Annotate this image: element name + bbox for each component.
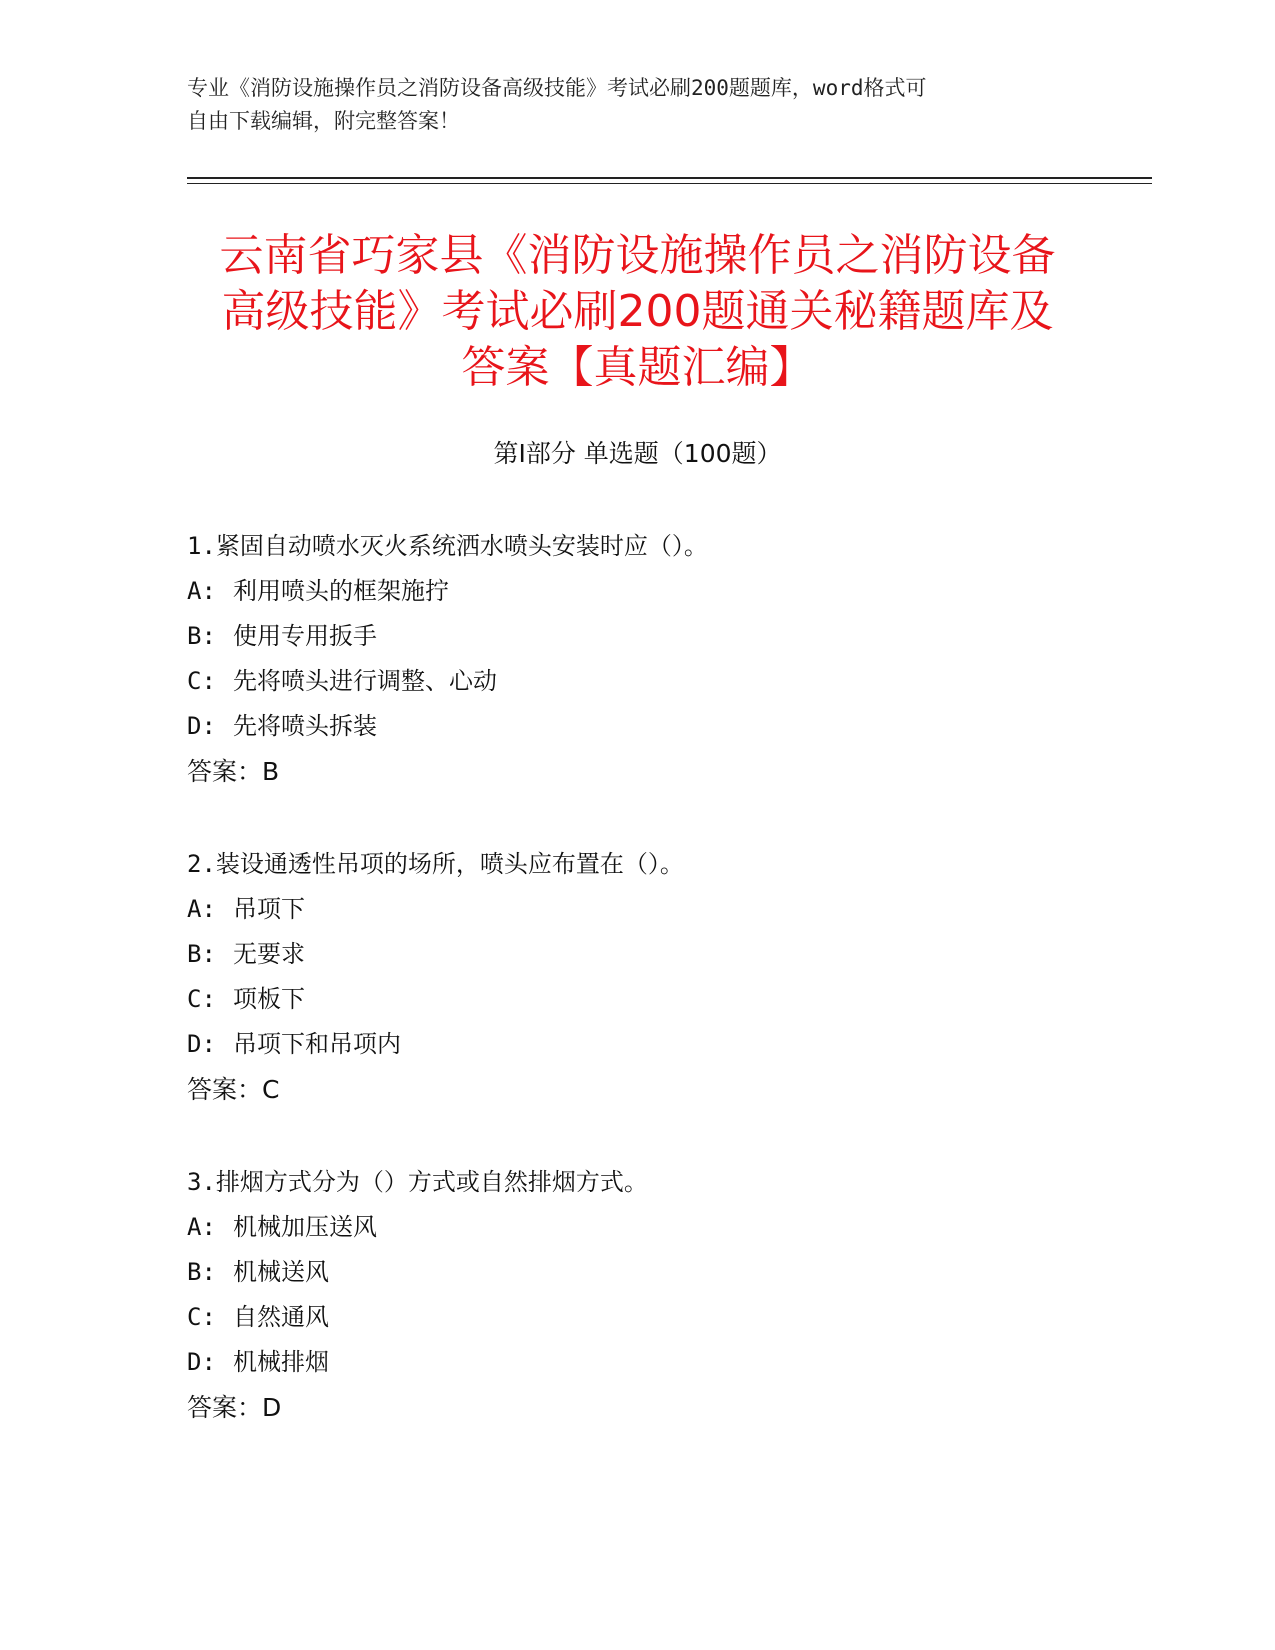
option-text: 机械送风: [233, 1258, 329, 1286]
answer-line: 答案：C: [187, 1075, 280, 1104]
option-text: 无要求: [233, 940, 305, 968]
option-a: [187, 1205, 1087, 1250]
option-text: 先将喷头进行调整、心动: [233, 667, 497, 695]
question-block: [187, 524, 1087, 794]
header-note: [187, 72, 1067, 138]
option-letter: B:: [187, 622, 216, 650]
option-c: [187, 977, 1087, 1022]
option-text: 吊项下和吊项内: [233, 1030, 401, 1058]
option-letter: D:: [187, 712, 216, 740]
header-note-line-2: 自由下载编辑，附完整答案！: [187, 109, 460, 133]
question-block: [187, 1160, 1087, 1430]
title-line-1: 云南省巧家县《消防设施操作员之消防设备: [219, 230, 1056, 281]
option-b: [187, 932, 1087, 977]
option-text: 使用专用扳手: [233, 622, 377, 650]
option-letter: A:: [187, 895, 216, 923]
option-letter: B:: [187, 940, 216, 968]
option-letter: A:: [187, 1213, 216, 1241]
title-line-2: 高级技能》考试必刷200题通关秘籍题库及: [221, 286, 1054, 337]
question-block: [187, 842, 1087, 1112]
option-text: 机械加压送风: [233, 1213, 377, 1241]
question-stem: 3.排烟方式分为（）方式或自然排烟方式。: [187, 1168, 648, 1196]
option-text: 机械排烟: [233, 1348, 329, 1376]
option-letter: D:: [187, 1348, 216, 1376]
option-text: 先将喷头拆装: [233, 712, 377, 740]
option-letter: C:: [187, 667, 216, 695]
option-c: [187, 1295, 1087, 1340]
option-d: [187, 1340, 1087, 1385]
header-divider-thick: [187, 177, 1152, 179]
header-note-line-1: 专业《消防设施操作员之消防设备高级技能》考试必刷200题题库，word格式可: [187, 76, 927, 100]
answer-line: 答案：D: [187, 1393, 282, 1422]
option-text: 项板下: [233, 985, 305, 1013]
option-letter: D:: [187, 1030, 216, 1058]
option-b: [187, 614, 1087, 659]
option-a: [187, 887, 1087, 932]
document-title: [150, 228, 1125, 396]
option-text: 吊项下: [233, 895, 305, 923]
option-b: [187, 1250, 1087, 1295]
option-d: [187, 1022, 1087, 1067]
option-letter: A:: [187, 577, 216, 605]
title-line-3: 答案【真题汇编】: [461, 342, 814, 393]
option-a: [187, 569, 1087, 614]
option-letter: C:: [187, 985, 216, 1013]
answer-line: 答案：B: [187, 757, 280, 786]
option-letter: B:: [187, 1258, 216, 1286]
question-stem: 1.紧固自动喷水灭火系统洒水喷头安装时应（）。: [187, 532, 708, 560]
option-text: 自然通风: [233, 1303, 329, 1331]
question-stem: 2.装设通透性吊项的场所，喷头应布置在（）。: [187, 850, 684, 878]
option-d: [187, 704, 1087, 749]
option-letter: C:: [187, 1303, 216, 1331]
header-divider-thin: [187, 183, 1152, 184]
section-title: 第Ⅰ部分 单选题（100题）: [493, 439, 782, 468]
option-c: [187, 659, 1087, 704]
option-text: 利用喷头的框架施拧: [233, 577, 449, 605]
